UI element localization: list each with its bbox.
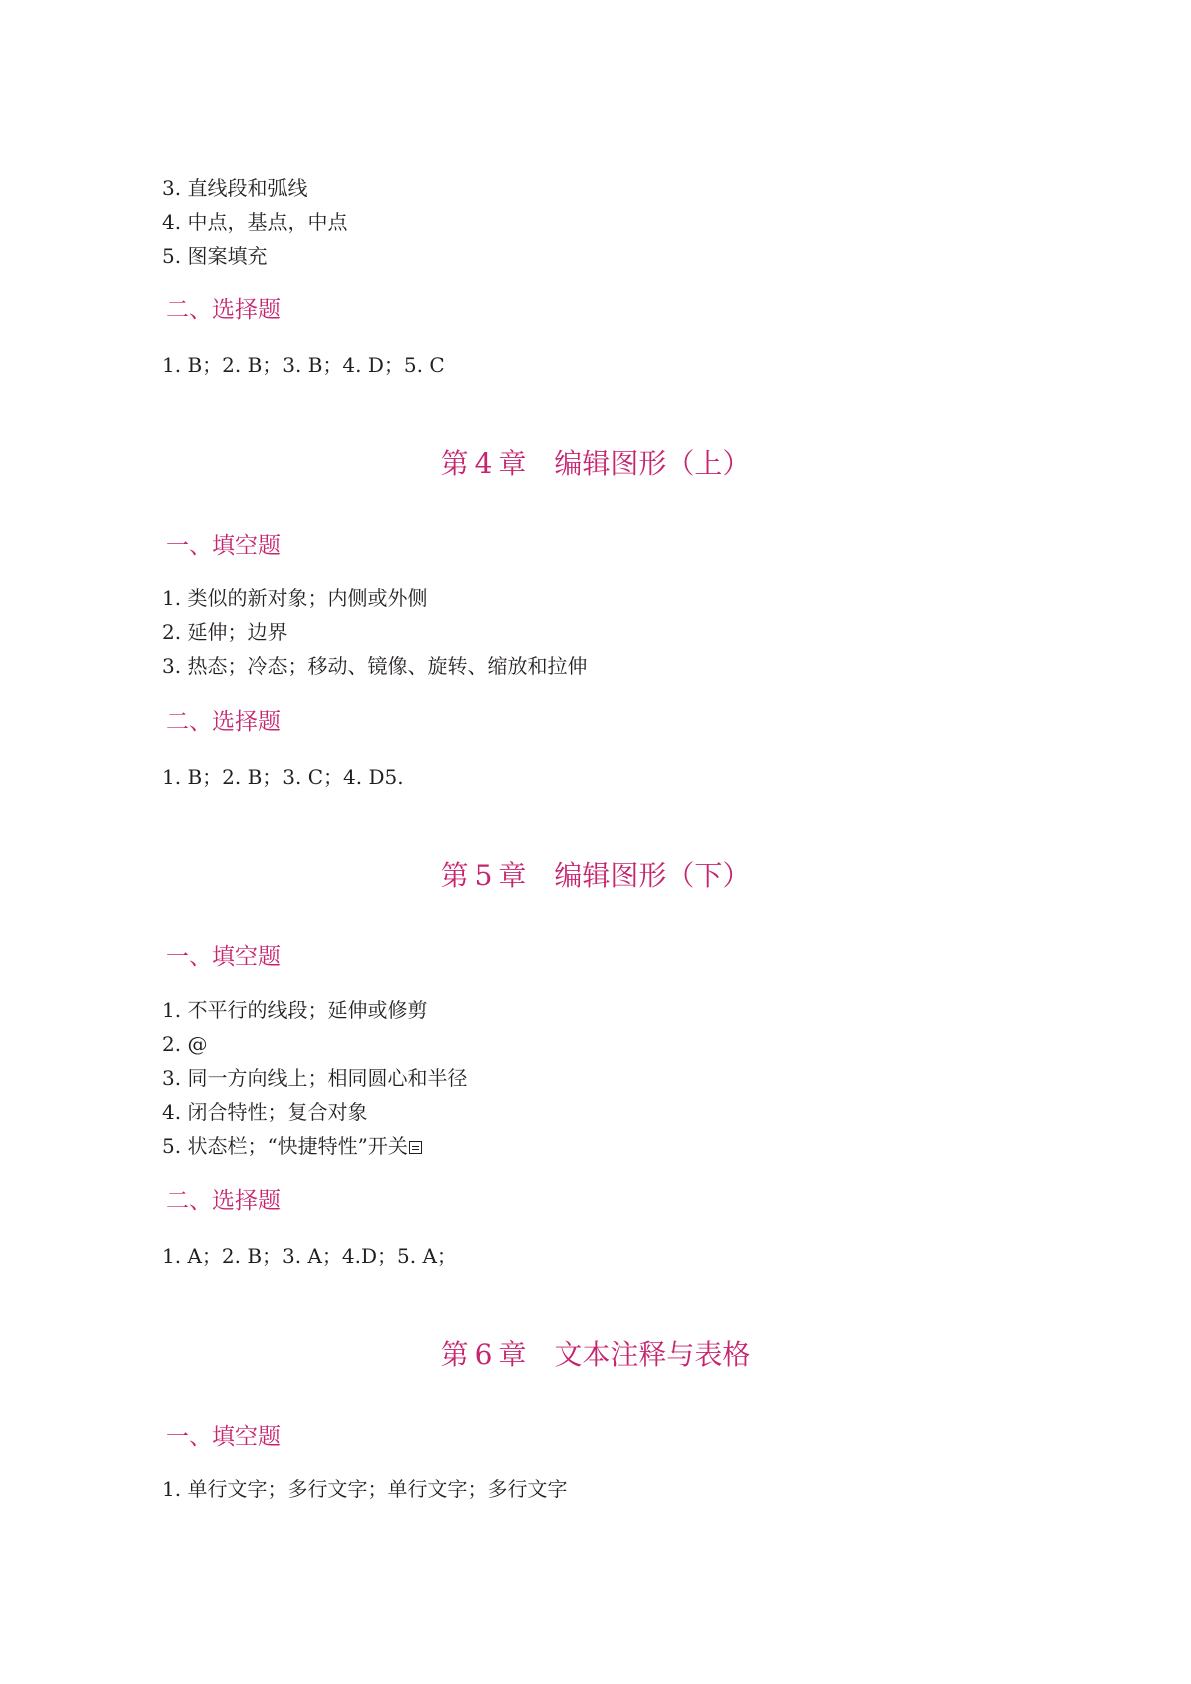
section-heading-choice: 二、选择题 bbox=[166, 297, 281, 323]
answer-line: 5. 图案填充 bbox=[162, 244, 268, 268]
section-heading-fill: 一、填空题 bbox=[166, 533, 281, 559]
section-heading-choice: 二、选择题 bbox=[166, 709, 281, 735]
chapter-unit: 章 bbox=[498, 859, 527, 892]
chapter-number: 4 bbox=[474, 447, 493, 480]
answer-line: 2. @ bbox=[162, 1032, 208, 1056]
chapter-label: 第 bbox=[440, 859, 469, 892]
chapter-title bbox=[0, 1337, 1191, 1373]
choice-answers: 1. A；2. B；3. A；4.D；5. A； bbox=[162, 1244, 457, 1268]
answer-line: 4. 中点，基点，中点 bbox=[162, 210, 348, 234]
answer-line: 1. 单行文字；多行文字；单行文字；多行文字 bbox=[162, 1477, 568, 1501]
chapter-name: 编辑图形（下） bbox=[554, 859, 751, 892]
choice-answers: 1. B；2. B；3. C；4. D5. bbox=[162, 765, 404, 789]
chapter-label: 第 bbox=[440, 1338, 469, 1371]
answer-line: 2. 延伸；边界 bbox=[162, 620, 288, 644]
section-heading-fill: 一、填空题 bbox=[166, 1424, 281, 1450]
choice-answers: 1. B；2. B；3. B；4. D；5. C bbox=[162, 353, 445, 377]
answer-line bbox=[162, 1133, 422, 1159]
answer-line: 3. 同一方向线上；相同圆心和半径 bbox=[162, 1066, 468, 1090]
chapter-unit: 章 bbox=[498, 447, 527, 480]
chapter-title bbox=[0, 446, 1191, 482]
answer-line: 3. 热态；冷态；移动、镜像、旋转、缩放和拉伸 bbox=[162, 654, 588, 678]
quick-properties-switch-icon bbox=[409, 1141, 422, 1154]
chapter-number: 5 bbox=[474, 859, 493, 892]
answer-line: 1. 类似的新对象；内侧或外侧 bbox=[162, 586, 428, 610]
chapter-unit: 章 bbox=[498, 1338, 527, 1371]
section-heading-fill: 一、填空题 bbox=[166, 944, 281, 970]
chapter-name: 编辑图形（上） bbox=[554, 447, 751, 480]
answer-line: 1. 不平行的线段；延伸或修剪 bbox=[162, 998, 428, 1022]
chapter-label: 第 bbox=[440, 447, 469, 480]
section-heading-choice: 二、选择题 bbox=[166, 1188, 281, 1214]
chapter-name: 文本注释与表格 bbox=[554, 1338, 751, 1371]
answer-line: 3. 直线段和弧线 bbox=[162, 176, 308, 200]
chapter-number: 6 bbox=[474, 1338, 493, 1371]
answer-text: 5. 状态栏；“快捷特性”开关 bbox=[162, 1134, 408, 1158]
chapter-title bbox=[0, 858, 1191, 894]
answer-line: 4. 闭合特性；复合对象 bbox=[162, 1100, 368, 1124]
